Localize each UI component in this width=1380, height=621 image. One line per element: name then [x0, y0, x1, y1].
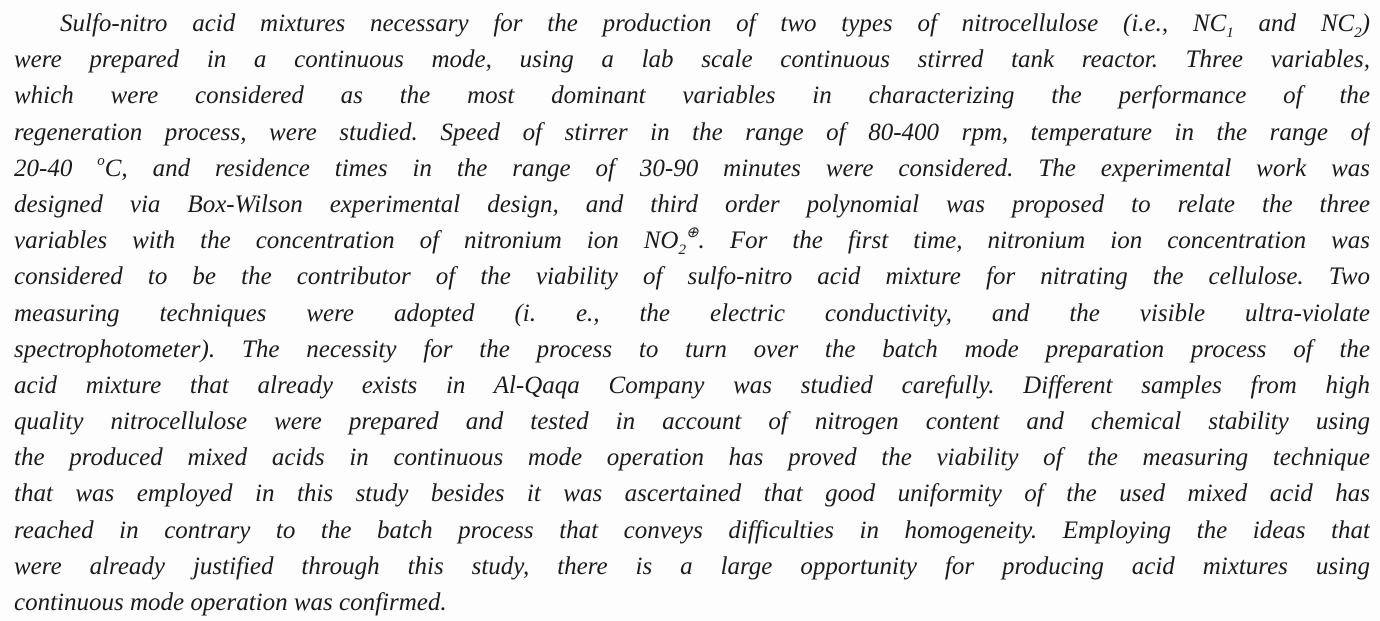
line-text: ): [1361, 10, 1370, 37]
abstract-line: [14, 332, 1370, 368]
abstract-line: [14, 513, 1370, 549]
abstract-line: [14, 42, 1370, 78]
line-text: were prepared in a continuous mode, using a lab scale continuous stirred tank reactor. Three variables,: [14, 46, 1370, 74]
line-text: acid mixture that already exists in Al-Qaqa Company was studied carefully. Different samples from high: [14, 371, 1370, 399]
line-text: which were considered as the most dominant variables in characterizing the performance of the: [14, 82, 1370, 110]
superscript-text: ⊕: [685, 225, 699, 242]
abstract-line: [14, 187, 1370, 223]
line-text: regeneration process, were studied. Speed of stirrer in the range of 80-400 rpm, temperature in the range of: [14, 118, 1370, 146]
abstract-line: [14, 115, 1370, 151]
subscript-text: 2: [1354, 25, 1362, 41]
abstract-line: [14, 368, 1370, 404]
abstract-line: [14, 476, 1370, 512]
abstract-line: [14, 404, 1370, 440]
line-text: that was employed in this study besides it was ascertained that good uniformity of the used mixed acid has: [14, 480, 1370, 508]
line-text: Sulfo-nitro acid mixtures necessary for the production of two types of nitrocellulose (i.e., NC: [60, 10, 1227, 37]
superscript-text: o: [97, 152, 105, 169]
abstract-line: [14, 296, 1370, 332]
line-text: 20-40: [14, 154, 98, 182]
line-text: the produced mixed acids in continuous mode operation has proved the viability of the measuring technique: [14, 444, 1370, 472]
line-text: measuring techniques were adopted (i. e., the electric conductivity, and the visible ultra-violate: [14, 299, 1370, 327]
subscript-text: 2: [678, 242, 686, 259]
line-text: were already justified through this study, there is a large opportunity for producing acid mixtures using: [14, 552, 1370, 580]
line-text: continuous mode operation was confirmed.: [14, 589, 447, 616]
abstract-line: [14, 549, 1370, 585]
abstract-line: [14, 6, 1370, 42]
abstract-line: [14, 585, 1370, 621]
line-text: C, and residence times in the range of 30-90 minutes were considered. The experimental work was: [104, 154, 1370, 182]
abstract-line: [14, 223, 1370, 259]
line-text: . For the first time, nitronium ion concentration was: [698, 227, 1370, 255]
abstract-line: [14, 78, 1370, 114]
line-text: reached in contrary to the batch process that conveys difficulties in homogeneity. Employing the ideas that: [14, 516, 1370, 544]
line-text: spectrophotometer). The necessity for the process to turn over the batch mode preparation process of the: [14, 335, 1370, 363]
line-text: designed via Box-Wilson experimental design, and third order polynomial was proposed to relate the three: [14, 190, 1370, 218]
abstract-paragraph: [14, 6, 1370, 621]
line-text: and NC: [1233, 10, 1355, 37]
abstract-line: [14, 259, 1370, 295]
subscript-text: 1: [1226, 25, 1234, 41]
abstract-line: [14, 440, 1370, 476]
line-text: quality nitrocellulose were prepared and tested in account of nitrogen content and chemical stability using: [14, 408, 1370, 436]
abstract-line: [14, 151, 1370, 187]
line-text: variables with the concentration of nitronium ion NO: [14, 227, 679, 255]
line-text: considered to be the contributor of the viability of sulfo-nitro acid mixture for nitrating the cellulose. Two: [14, 263, 1370, 291]
